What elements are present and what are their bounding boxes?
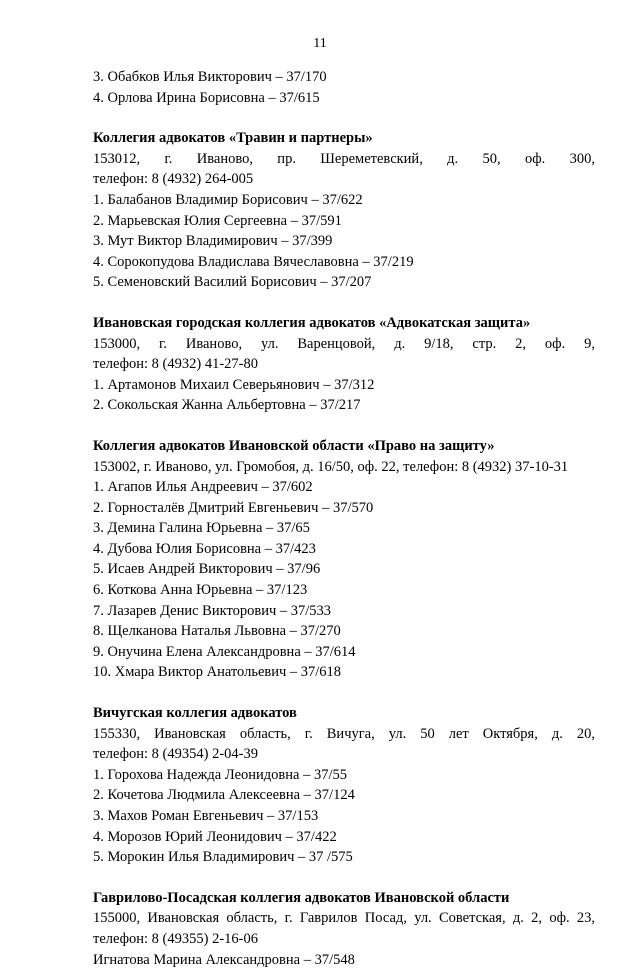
list-item: Игнатова Марина Александровна – 37/548 (93, 951, 355, 968)
address-line: 153012, г. Иваново, пр. Шереметевский, д. 50, оф. 300, (93, 150, 595, 167)
section-vichuga (93, 703, 595, 868)
phone-line: телефон: 8 (4932) 264-005 (93, 171, 254, 188)
address-line: 153000, г. Иваново, ул. Варенцовой, д. 9/18, стр. 2, оф. 9, (93, 335, 595, 352)
page-number: 11 (313, 36, 327, 51)
list-item: 3. Мут Виктор Владимирович – 37/399 (93, 233, 333, 250)
list-item: 1. Балабанов Владимир Борисович – 37/622 (93, 191, 363, 208)
list-item: 1. Артамонов Михаил Северьянович – 37/312 (93, 376, 375, 393)
list-item: 7. Лазарев Денис Викторович – 37/533 (93, 602, 332, 619)
section-advokatskaya-zashchita (93, 313, 595, 416)
list-item: 9. Онучина Елена Александровна – 37/614 (93, 643, 356, 660)
list-item: 4. Морозов Юрий Леонидович – 37/422 (93, 828, 337, 845)
list-item: 2. Сокольская Жанна Альбертовна – 37/217 (93, 397, 361, 414)
section-heading: Вичугская коллегия адвокатов (93, 705, 297, 722)
list-item: 5. Морокин Илья Владимирович – 37 /575 (93, 849, 353, 866)
list-item: 2. Марьевская Юлия Сергеевна – 37/591 (93, 212, 342, 229)
list-item: 4. Орлова Ирина Борисовна – 37/615 (93, 89, 320, 106)
section-travin (93, 128, 595, 293)
list-item: 8. Щелканова Наталья Львовна – 37/270 (93, 623, 341, 640)
list-item: 4. Сорокопудова Владислава Вячеславовна – 37/219 (93, 253, 414, 270)
list-item: 3. Обабков Илья Викторович – 37/170 (93, 69, 327, 85)
list-item: 3. Демина Галина Юрьевна – 37/65 (93, 520, 310, 537)
address-line: 155000, Ивановская область, г. Гаврилов Посад, ул. Советская, д. 2, оф. 23, (93, 910, 595, 927)
section-heading: Коллегия адвокатов «Травин и партнеры» (93, 130, 373, 147)
list-item: 2. Кочетова Людмила Алексеевна – 37/124 (93, 787, 355, 804)
list-item: 5. Семеновский Василий Борисович – 37/207 (93, 274, 372, 291)
section-heading: Гаврилово-Посадская коллегия адвокатов Ивановской области (93, 889, 510, 906)
address-line: 155330, Ивановская область, г. Вичуга, ул. 50 лет Октября, д. 20, (93, 725, 595, 742)
phone-line: телефон: 8 (4932) 41-27-80 (93, 356, 258, 373)
list-item: 1. Агапов Илья Андреевич – 37/602 (93, 479, 313, 496)
address-line: 153002, г. Иваново, ул. Громобоя, д. 16/50, оф. 22, телефон: 8 (4932) 37-10-31 (93, 458, 569, 475)
section-heading: Ивановская городская коллегия адвокатов «Адвокатская защита» (93, 314, 531, 331)
phone-line: телефон: 8 (49354) 2-04-39 (93, 746, 258, 763)
section-continuation (93, 67, 595, 108)
list-item: 3. Махов Роман Евгеньевич – 37/153 (93, 808, 319, 824)
document-body (93, 67, 595, 970)
section-pravo-na-zashchitu (93, 436, 595, 683)
phone-line: телефон: 8 (49355) 2-16-06 (93, 930, 258, 947)
list-item: 2. Горносталёв Дмитрий Евгеньевич – 37/570 (93, 499, 374, 516)
section-heading: Коллегия адвокатов Ивановской области «Право на защиту» (93, 437, 495, 454)
list-item: 5. Исаев Андрей Викторович – 37/96 (93, 561, 321, 578)
section-gavrilov-posad (93, 888, 595, 970)
list-item: 6. Коткова Анна Юрьевна – 37/123 (93, 582, 308, 599)
list-item: 10. Хмара Виктор Анатольевич – 37/618 (93, 664, 342, 681)
list-item: 4. Дубова Юлия Борисовна – 37/423 (93, 540, 316, 557)
list-item: 1. Горохова Надежда Леонидовна – 37/55 (93, 766, 347, 783)
